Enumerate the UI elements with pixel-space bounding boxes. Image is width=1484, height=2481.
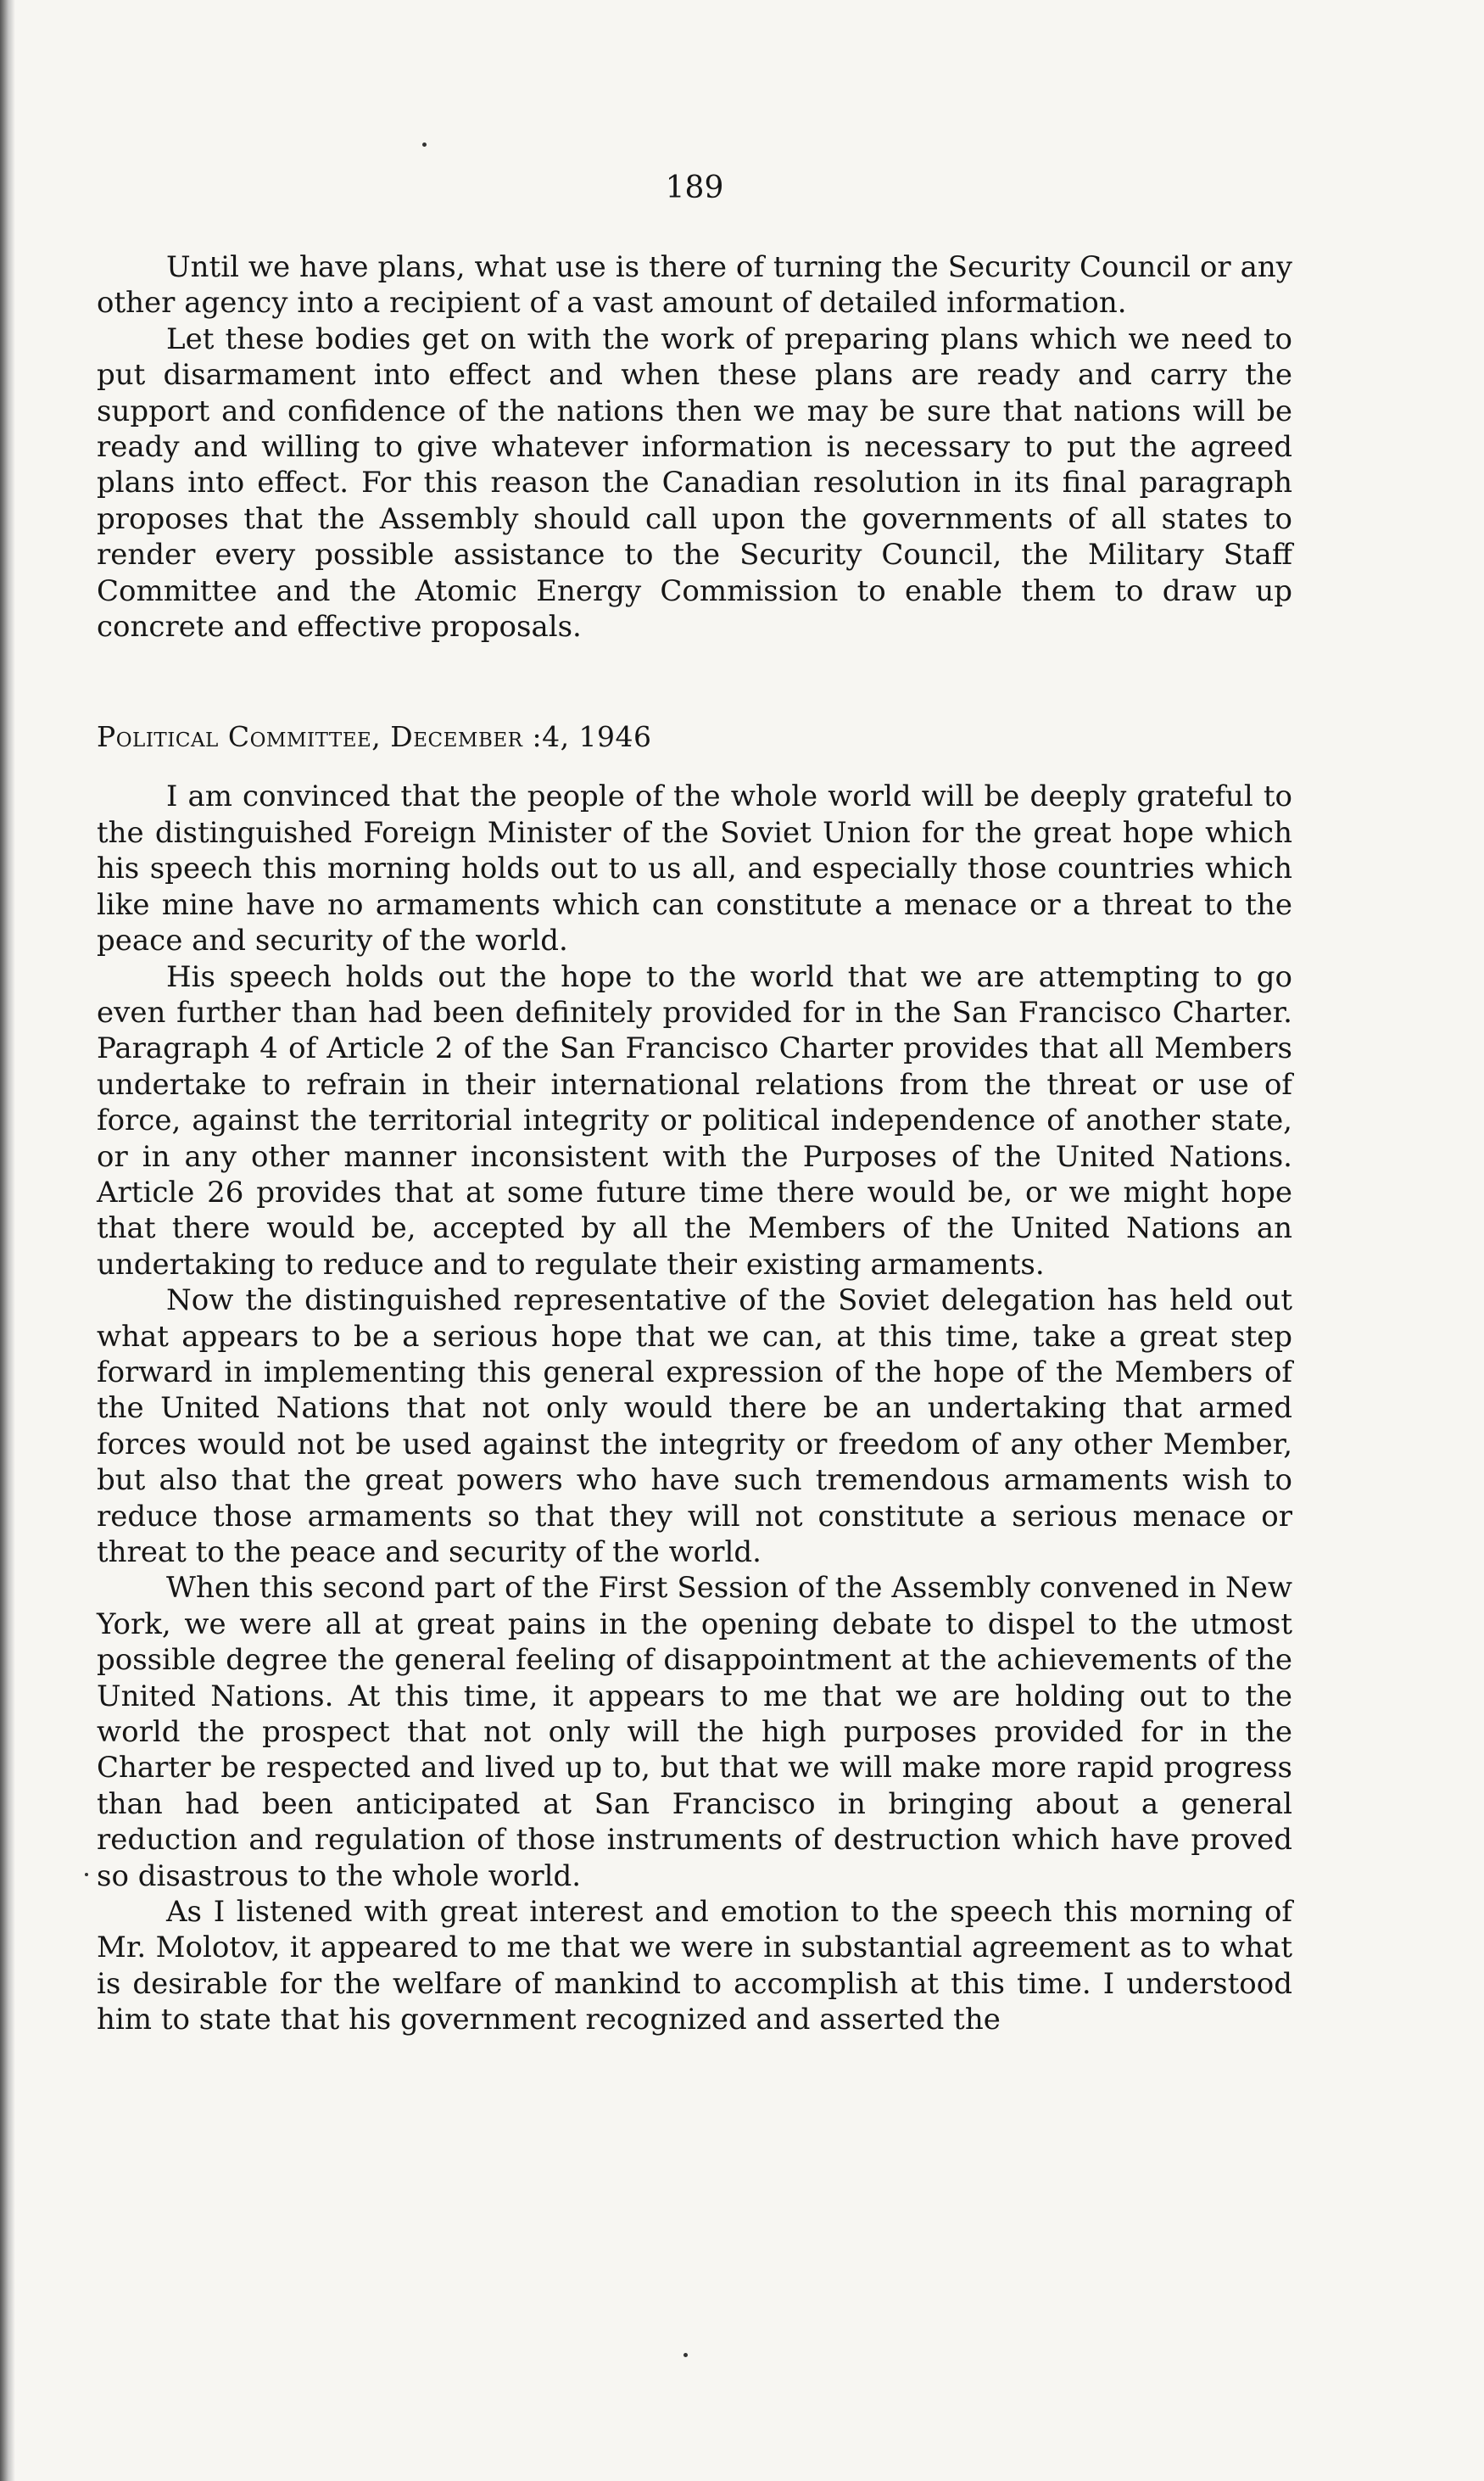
paragraph: I am convinced that the people of the whole world will be deeply grateful to the distinguished Foreign Minister of the Soviet Union for the great hope which his speech this morning holds out to us all, and especially those countries which like mine have no armaments which can constitute a menace or a threat to the peace and security of the world. <box>97 780 1292 958</box>
scan-speck <box>85 1873 88 1876</box>
scan-speck <box>683 2353 688 2357</box>
scan-speck <box>422 142 427 147</box>
paragraph: Until we have plans, what use is there of turning the Security Council or any other agency into a recipient of a vast amount of detailed information. <box>97 250 1292 321</box>
paragraph: As I listened with great interest and emotion to the speech this morning of Mr. Molotov, it appeared to me that we were in substantial agreement as to what is desirable for the welfare of mankind to accomplish at this time. I understood him to state that his government recognized and asserted the <box>97 1895 1292 2037</box>
document-page <box>97 170 1292 2038</box>
paragraph: His speech holds out the hope to the world that we are attempting to go even further than had been definitely provided for in the San Francisco Charter. Paragraph 4 of Article 2 of the San Francisco Charter provides that all Members undertake to refrain in their international relations from the threat or use of force, against the territorial integrity or political independence of another state, or in any other manner inconsistent with the Purposes of the United Nations. Article 26 provides that at some future time there would be, or we might hope that there would be, accepted by all the Members of the United Nations an undertaking to reduce and to regulate their existing armaments. <box>97 959 1292 1282</box>
section-heading: Political Committee, December :4, 1946 <box>97 720 652 754</box>
intro-text <box>97 249 1292 645</box>
paragraph: When this second part of the First Session of the Assembly convened in New York, we were all at great pains in the opening debate to dispel to the utmost possible degree the general feeling of disappointment at the achievements of the United Nations. At this time, it appears to me that we are holding out to the world the prospect that not only will the high purposes provided for in the Charter be respected and lived up to, but that we will make more rapid progress than had been anticipated at San Francisco in bringing about a general reduction and regulation of those instruments of destruction which have proved so disastrous to the whole world. <box>97 1571 1292 1893</box>
scan-edge-shadow <box>0 0 15 2481</box>
paragraph: Let these bodies get on with the work of preparing plans which we need to put disarmament into effect and when these plans are ready and carry the support and confidence of the nations then we may be sure that nations will be ready and willing to give whatever information is necessary to put the agreed plans into effect. For this reason the Canadian resolution in its final paragraph proposes that the Assembly should call upon the governments of all states to render every possible assistance to the Security Council, the Military Staff Committee and the Atomic Energy Commission to enable them to draw up concrete and effective proposals. <box>97 321 1292 645</box>
paragraph: Now the distinguished representative of the Soviet delegation has held out what appears to be a serious hope that we can, at this time, take a great step forward in implementing this general expression of the hope of the Members of the United Nations that not only would there be an undertaking that armed forces would not be used against the integrity or freedom of any other Member, but also that the great powers who have such tremendous armaments wish to reduce those armaments so that they will not constitute a serious menace or threat to the peace and security of the world. <box>97 1283 1292 1569</box>
section-text <box>97 779 1292 2037</box>
page-number: 189 <box>665 170 724 205</box>
